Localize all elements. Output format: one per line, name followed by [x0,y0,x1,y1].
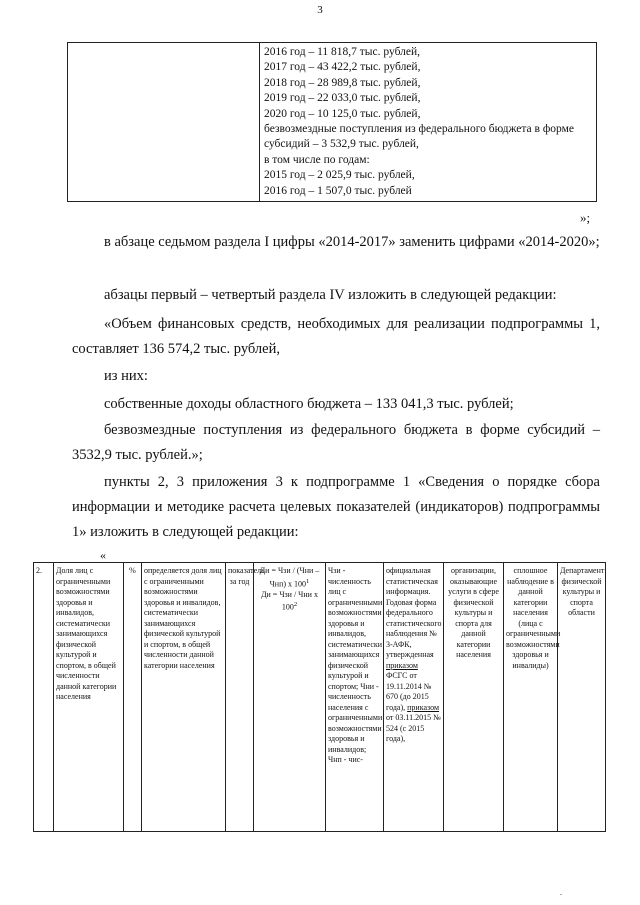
formula: Ди = Чзи / (Чни – Чнп) х $100^1$ Ди = Чзи / Чни х $100^2$ [254,563,326,832]
funding-line: 2017 год – 43 422,2 тыс. рублей, [264,61,421,74]
unit: % [124,563,142,832]
row-number: 2. [34,563,54,832]
funding-cell [260,43,597,202]
page-number: 3 [317,4,323,16]
paragraph-appendix: пункты 2, 3 приложения 3 к подпрограмме 1 «Сведения о порядке сбора информации и методике расчета целевых показателей (индикаторов) подпрограммы 1» изложить в следующей редакции: [72,474,600,540]
empty-cell [68,43,260,202]
reporting-units: организации, оказывающие услуги в сфере физической культуры и спорта для данной категории населения [444,563,504,832]
paragraph-volume: «Объем финансовых средств, необходимых для реализации подпрограммы 1, составляет 136 574,2 тыс. рублей, [72,316,600,357]
paragraph-of-them: из них: [104,368,148,384]
funding-table-fragment [67,42,597,202]
funding-line: 2016 год – 11 818,7 тыс. рублей, [264,46,421,58]
variables: Чзи - численность лиц с ограниченными возможностями здоровья и инвалидов, систематически занимающихся физической культурой и спортом; Чни - численность населения с ограниченными возможностями здоровья и инвалидов; Чнп - чис- [326,563,384,832]
responsible-body: Департамент физической культуры и спорта области [558,563,606,832]
definition: определяется доля лиц с ограниченными возможностями здоровья и инвалидов, систематически занимающихся физической культурой и спортом, в общей численности данной категории населения [142,563,226,832]
funding-line: 2015 год – 2 025,9 тыс. рублей, [264,169,415,182]
funding-line: 2016 год – 1 507,0 тыс. рублей [264,184,412,197]
indicator-name: Доля лиц с ограниченными возможностями здоровья и инвалидов, систематически занимающихся физической культурой и спортом, в общей численности данной категории населения [54,563,124,832]
table-row [34,563,606,832]
collection-method: сплошное наблюдение в данной категории населения (лица с ограниченными возможностями здоровья и инвалиды) [504,563,558,832]
opening-quote: « [100,548,106,562]
closing-quote: »; [580,210,591,225]
funding-line: 2019 год – 22 033,0 тыс. рублей, [264,92,421,105]
funding-line: 2018 год – 28 989,8 тыс. рублей, [264,76,421,89]
funding-line: в том числе по годам: [264,153,370,166]
data-source: официальная статистическая информация. Годовая форма федерального статистического наблюдения № 3-АФК, утвержденная приказом ФСГС от 19.11.2014 № 670 (до 2015 года), приказом от 03.11.2015 № 524 (с 2015 года), [384,563,444,832]
indicator-table [33,562,606,832]
funding-line: безвозмездные поступления из федерального бюджета в форме [264,123,574,136]
period: показатель за год [226,563,254,832]
paragraph-own-income: собственные доходы областного бюджета – 133 041,3 тыс. рублей; [104,396,514,412]
paragraph-federal-subsidies: безвозмездные поступления из федерального бюджета в форме субсидий – 3532,9 тыс. рублей.»; [72,422,600,463]
funding-line: 2020 год – 10 125,0 тыс. рублей, [264,107,421,120]
paragraph-section-iv: абзацы первый – четвертый раздела IV изложить в следующей редакции: [104,287,557,303]
footer-mark: . [560,888,562,897]
funding-line: субсидий – 3 532,9 тыс. рублей, [264,138,419,151]
paragraph-section-i: в абзаце седьмом раздела I цифры «2014-2017» заменить цифрами «2014-2020»; [104,234,600,250]
